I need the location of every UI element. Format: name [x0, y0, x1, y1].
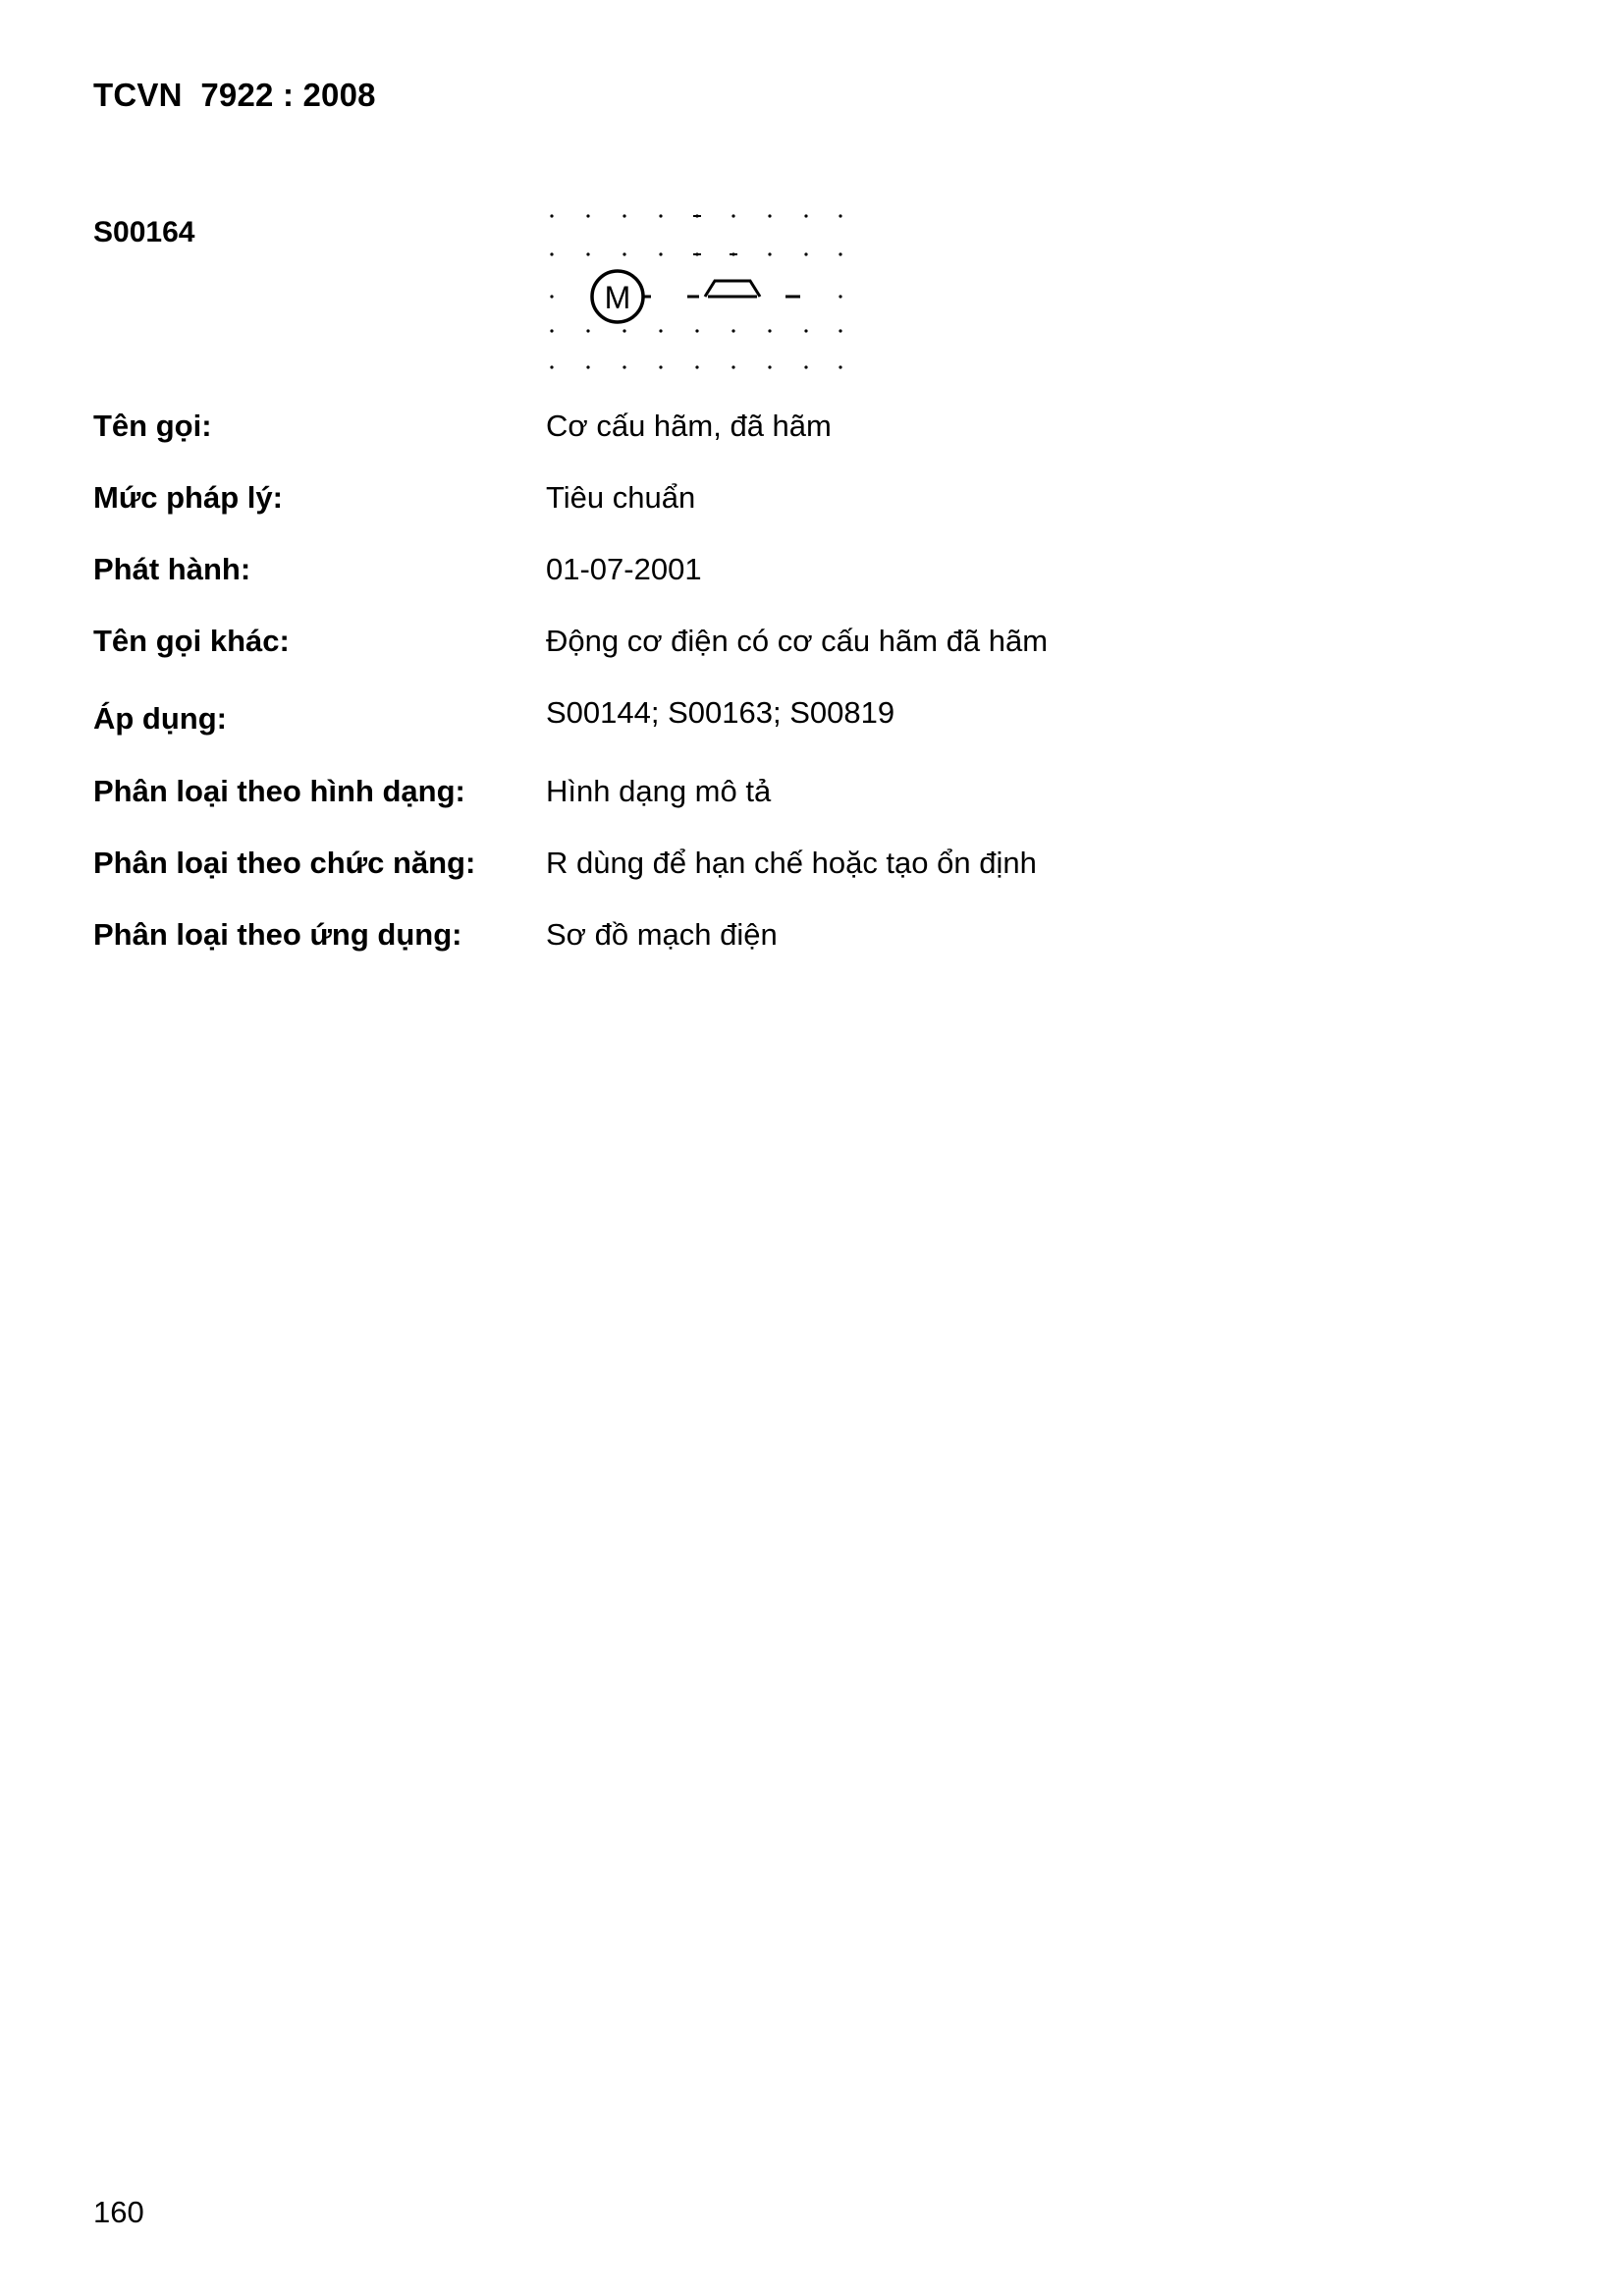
- grid-dot: [839, 295, 841, 298]
- grid-dot: [623, 252, 625, 255]
- grid-dot: [804, 214, 807, 217]
- field-value: Cơ cấu hãm, đã hãm: [546, 409, 832, 443]
- field-label: Mức pháp lý:: [93, 480, 283, 515]
- grid-dot: [586, 252, 589, 255]
- grid-dot: [804, 365, 807, 368]
- field-row-phan-loai-chuc-nang: [93, 846, 1272, 885]
- field-row-phan-loai-ung-dung: [93, 917, 1272, 957]
- grid-dot: [839, 252, 841, 255]
- grid-dot: [659, 329, 662, 332]
- grid-dot: [804, 329, 807, 332]
- grid-dot: [768, 252, 771, 255]
- field-value: Hình dạng mô tả: [546, 774, 772, 808]
- field-label: Phân loại theo chức năng:: [93, 846, 476, 880]
- field-label: Tên gọi khác:: [93, 624, 290, 658]
- motor-letter: M: [604, 280, 631, 315]
- grid-dot: [804, 252, 807, 255]
- grid-dot: [731, 365, 734, 368]
- field-label: Tên gọi:: [93, 409, 212, 443]
- field-value: Sơ đồ mạch điện: [546, 917, 778, 952]
- field-label: Phân loại theo hình dạng:: [93, 774, 465, 808]
- field-value: S00144; S00163; S00819: [546, 695, 895, 730]
- field-label: Phát hành:: [93, 552, 251, 586]
- field-value: Tiêu chuẩn: [546, 480, 696, 515]
- field-value: 01-07-2001: [546, 552, 702, 586]
- grid-dot: [768, 365, 771, 368]
- brake-linkage: [643, 281, 800, 297]
- grid-dot: [695, 365, 698, 368]
- grid-dot: [659, 252, 662, 255]
- field-label: Phân loại theo ứng dụng:: [93, 917, 462, 952]
- grid-dot: [731, 214, 734, 217]
- field-row-ap-dung: [93, 695, 1272, 735]
- page-number: 160: [93, 2195, 144, 2229]
- grid-dot: [768, 214, 771, 217]
- field-label: Áp dụng:: [93, 701, 228, 736]
- grid-dot: [695, 329, 698, 332]
- grid-dot: [550, 252, 553, 255]
- motor-brake-symbol-graphic: [540, 208, 854, 375]
- document-standard-title: TCVN 7922 : 2008: [93, 77, 376, 113]
- grid-dot: [550, 214, 553, 217]
- field-row-phan-loai-hinh-dang: [93, 774, 1272, 813]
- grid-dot: [586, 365, 589, 368]
- grid-dot: [659, 365, 662, 368]
- grid-dot: [768, 329, 771, 332]
- grid-dot: [839, 365, 841, 368]
- field-value: R dùng để hạn chế hoặc tạo ổn định: [546, 846, 1037, 880]
- field-row-ten-goi: [93, 409, 1272, 448]
- grid-dot: [586, 329, 589, 332]
- grid-dot: [659, 214, 662, 217]
- field-row-ten-goi-khac: [93, 624, 1272, 663]
- grid-dot: [550, 295, 553, 298]
- grid-dot: [731, 329, 734, 332]
- grid-dot: [550, 365, 553, 368]
- grid-dot: [586, 214, 589, 217]
- field-row-muc-phap-ly: [93, 480, 1272, 519]
- symbol-code: S00164: [93, 216, 195, 248]
- field-row-phat-hanh: [93, 552, 1272, 591]
- grid-dot: [623, 329, 625, 332]
- grid-dot: [623, 365, 625, 368]
- grid-dot: [839, 214, 841, 217]
- grid-dot: [623, 214, 625, 217]
- field-value: Động cơ điện có cơ cấu hãm đã hãm: [546, 624, 1049, 658]
- grid-dot: [550, 329, 553, 332]
- grid-dot: [839, 329, 841, 332]
